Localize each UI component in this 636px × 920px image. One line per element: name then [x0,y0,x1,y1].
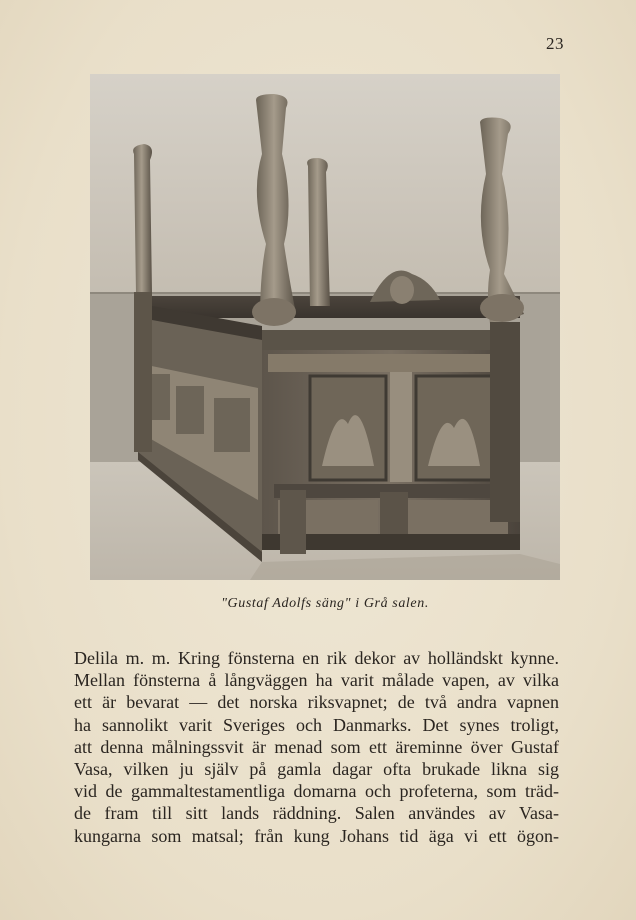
text-line: att denna målningssvit är menad som ett äreminne över Gustaf [74,736,559,757]
text-line: ett är bevarat — det norska riksvapnet; de två andra vapnen [74,692,559,713]
page-number: 23 [546,34,564,53]
post-back-left [133,144,152,294]
text-line: Delila m. m. Kring fönsterna en rik dekor av holländskt kynne. [74,648,559,668]
bed-photograph [90,74,560,580]
text-line: Vasa, vilken ju själv på gamla dagar ofta brukade likna sig [74,758,559,779]
text-line: Mellan fönsterna å långväggen ha varit målade vapen, av vilka [74,670,559,691]
text-line: ha sannolikt varit Sveriges och Danmarks. Det synes troligt, [74,714,559,735]
text-line: de fram till sitt lands räddning. Salen användes av Vasa- [74,803,559,824]
text-line: vid de gammaltestamentliga domarna och profeterna, som träd- [74,781,559,802]
body-paragraph [74,647,559,847]
text-line: kungarna som matsal; från kung Johans tid äga vi ett ögon- [74,825,559,846]
figure-caption: "Gustaf Adolfs säng" i Grå salen. [221,596,429,611]
